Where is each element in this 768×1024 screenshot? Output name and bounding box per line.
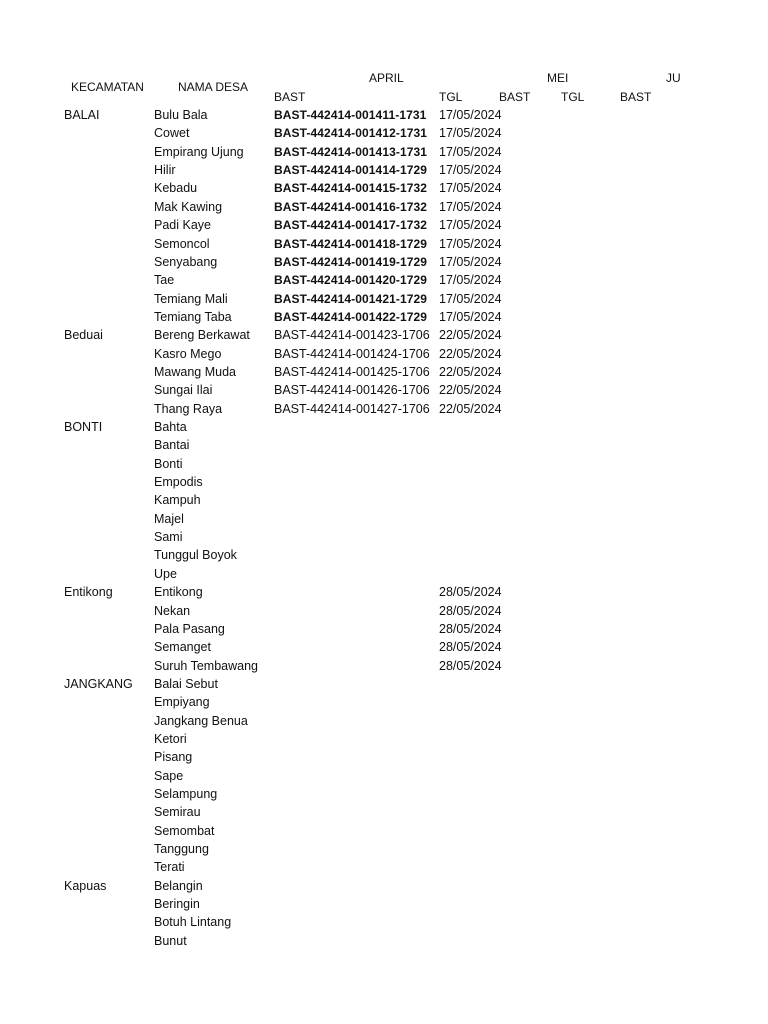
bast-cell: BAST-442414-001427-1706 bbox=[274, 401, 430, 416]
nama-desa-cell: Entikong bbox=[154, 585, 203, 600]
header-tgl-mei: TGL bbox=[439, 90, 463, 104]
kecamatan-cell: JANGKANG bbox=[64, 676, 133, 691]
header-kecamatan: KECAMATAN bbox=[71, 80, 144, 94]
kecamatan-cell: Beduai bbox=[64, 328, 103, 343]
nama-desa-cell: Senyabang bbox=[154, 254, 218, 269]
nama-desa-cell: Tanggung bbox=[154, 842, 209, 856]
nama-desa-cell: Kampuh bbox=[154, 493, 201, 508]
kecamatan-cell: Kapuas bbox=[64, 878, 107, 893]
nama-desa-cell: Semanget bbox=[154, 640, 211, 655]
bast-cell: BAST-442414-001413-1731 bbox=[274, 144, 428, 159]
bast-cell: BAST-442414-001419-1729 bbox=[274, 254, 428, 269]
nama-desa-cell: Bonti bbox=[154, 456, 183, 471]
tgl-cell: 22/05/2024 bbox=[439, 328, 502, 343]
tgl-cell: 28/05/2024 bbox=[439, 603, 502, 618]
nama-desa-cell: Sungai Ilai bbox=[154, 383, 213, 398]
bast-cell: BAST-442414-001417-1732 bbox=[274, 218, 428, 233]
nama-desa-cell: Temiang Mali bbox=[154, 291, 228, 306]
nama-desa-cell: Sami bbox=[154, 530, 183, 544]
kecamatan-cell: BALAI bbox=[64, 108, 100, 122]
tgl-cell: 22/05/2024 bbox=[439, 346, 502, 361]
bast-cell: BAST-442414-001416-1732 bbox=[274, 199, 428, 214]
header-ju: JU bbox=[666, 71, 681, 85]
bast-cell: BAST-442414-001422-1729 bbox=[274, 309, 428, 324]
header-april: APRIL bbox=[369, 71, 404, 85]
bast-cell: BAST-442414-001414-1729 bbox=[274, 163, 428, 178]
bast-cell: BAST-442414-001411-1731 bbox=[274, 108, 427, 122]
tgl-cell: 22/05/2024 bbox=[439, 364, 502, 379]
nama-desa-cell: Hilir bbox=[154, 163, 176, 178]
nama-desa-cell: Empodis bbox=[154, 475, 203, 489]
tgl-cell: 28/05/2024 bbox=[439, 585, 502, 600]
header-nama-desa: NAMA DESA bbox=[178, 80, 249, 94]
nama-desa-cell: Bereng Berkawat bbox=[154, 328, 250, 343]
nama-desa-cell: Empirang Ujung bbox=[154, 144, 244, 159]
tgl-cell: 22/05/2024 bbox=[439, 383, 502, 398]
nama-desa-cell: Bunut bbox=[154, 933, 187, 948]
tgl-cell: 28/05/2024 bbox=[439, 640, 502, 655]
nama-desa-cell: Mawang Muda bbox=[154, 364, 236, 379]
bast-cell: BAST-442414-001426-1706 bbox=[274, 383, 430, 398]
bast-cell: BAST-442414-001424-1706 bbox=[274, 346, 430, 361]
header-bast-ju: BAST bbox=[620, 90, 652, 104]
nama-desa-cell: Bulu Bala bbox=[154, 108, 208, 122]
nama-desa-cell: Semombat bbox=[154, 823, 215, 838]
header-bast-mei: BAST bbox=[499, 90, 531, 104]
nama-desa-cell: Terati bbox=[154, 860, 185, 875]
nama-desa-cell: Pisang bbox=[154, 750, 193, 765]
bast-cell: BAST-442414-001425-1706 bbox=[274, 364, 430, 379]
tgl-cell: 28/05/2024 bbox=[439, 658, 502, 673]
kecamatan-cell: Entikong bbox=[64, 585, 113, 600]
bast-cell: BAST-442414-001421-1729 bbox=[274, 291, 428, 306]
nama-desa-cell: Belangin bbox=[154, 878, 203, 893]
nama-desa-cell: Selampung bbox=[154, 787, 218, 801]
bast-cell: BAST-442414-001423-1706 bbox=[274, 328, 430, 343]
tgl-cell: 17/05/2024 bbox=[439, 218, 502, 233]
bast-cell: BAST-442414-001412-1731 bbox=[274, 126, 428, 141]
nama-desa-cell: Upe bbox=[154, 566, 177, 581]
nama-desa-cell: Cowet bbox=[154, 126, 190, 141]
tgl-cell: 17/05/2024 bbox=[439, 163, 502, 178]
nama-desa-cell: Nekan bbox=[154, 603, 191, 618]
nama-desa-cell: Sape bbox=[154, 768, 184, 783]
header-mei: MEI bbox=[547, 71, 569, 85]
nama-desa-cell: Majel bbox=[154, 511, 184, 526]
nama-desa-cell: Jangkang Benua bbox=[154, 713, 248, 728]
bast-cell: BAST-442414-001418-1729 bbox=[274, 236, 428, 251]
nama-desa-cell: Mak Kawing bbox=[154, 199, 223, 214]
tgl-cell: 17/05/2024 bbox=[439, 126, 502, 141]
nama-desa-cell: Bahta bbox=[154, 420, 187, 434]
tgl-cell: 17/05/2024 bbox=[439, 181, 502, 196]
nama-desa-cell: Temiang Taba bbox=[154, 309, 232, 324]
kecamatan-cell: BONTI bbox=[64, 420, 103, 434]
bast-cell: BAST-442414-001415-1732 bbox=[274, 181, 428, 196]
bast-cell: BAST-442414-001420-1729 bbox=[274, 273, 428, 288]
nama-desa-cell: Padi Kaye bbox=[154, 218, 211, 233]
nama-desa-cell: Semoncol bbox=[154, 236, 210, 251]
tgl-cell: 28/05/2024 bbox=[439, 621, 502, 636]
tgl-cell: 17/05/2024 bbox=[439, 291, 502, 306]
nama-desa-cell: Kasro Mego bbox=[154, 346, 222, 361]
nama-desa-cell: Ketori bbox=[154, 731, 187, 746]
tgl-cell: 17/05/2024 bbox=[439, 309, 502, 324]
nama-desa-cell: Balai Sebut bbox=[154, 676, 218, 691]
tgl-cell: 17/05/2024 bbox=[439, 236, 502, 251]
tgl-cell: 17/05/2024 bbox=[439, 273, 502, 288]
header-tgl-ju: TGL bbox=[561, 90, 585, 104]
nama-desa-cell: Tae bbox=[154, 273, 175, 288]
nama-desa-cell: Kebadu bbox=[154, 181, 198, 196]
nama-desa-cell: Semirau bbox=[154, 805, 201, 820]
nama-desa-cell: Pala Pasang bbox=[154, 621, 225, 636]
nama-desa-cell: Tunggul Boyok bbox=[154, 548, 237, 563]
nama-desa-cell: Bantai bbox=[154, 438, 190, 453]
nama-desa-cell: Suruh Tembawang bbox=[154, 658, 259, 673]
nama-desa-cell: Beringin bbox=[154, 897, 200, 912]
tgl-cell: 17/05/2024 bbox=[439, 108, 502, 122]
nama-desa-cell: Empiyang bbox=[154, 695, 210, 710]
tgl-cell: 22/05/2024 bbox=[439, 401, 502, 416]
tgl-cell: 17/05/2024 bbox=[439, 144, 502, 159]
tgl-cell: 17/05/2024 bbox=[439, 254, 502, 269]
nama-desa-cell: Thang Raya bbox=[154, 401, 223, 416]
header-bast-april: BAST bbox=[274, 90, 306, 104]
nama-desa-cell: Botuh Lintang bbox=[154, 915, 232, 930]
tgl-cell: 17/05/2024 bbox=[439, 199, 502, 214]
